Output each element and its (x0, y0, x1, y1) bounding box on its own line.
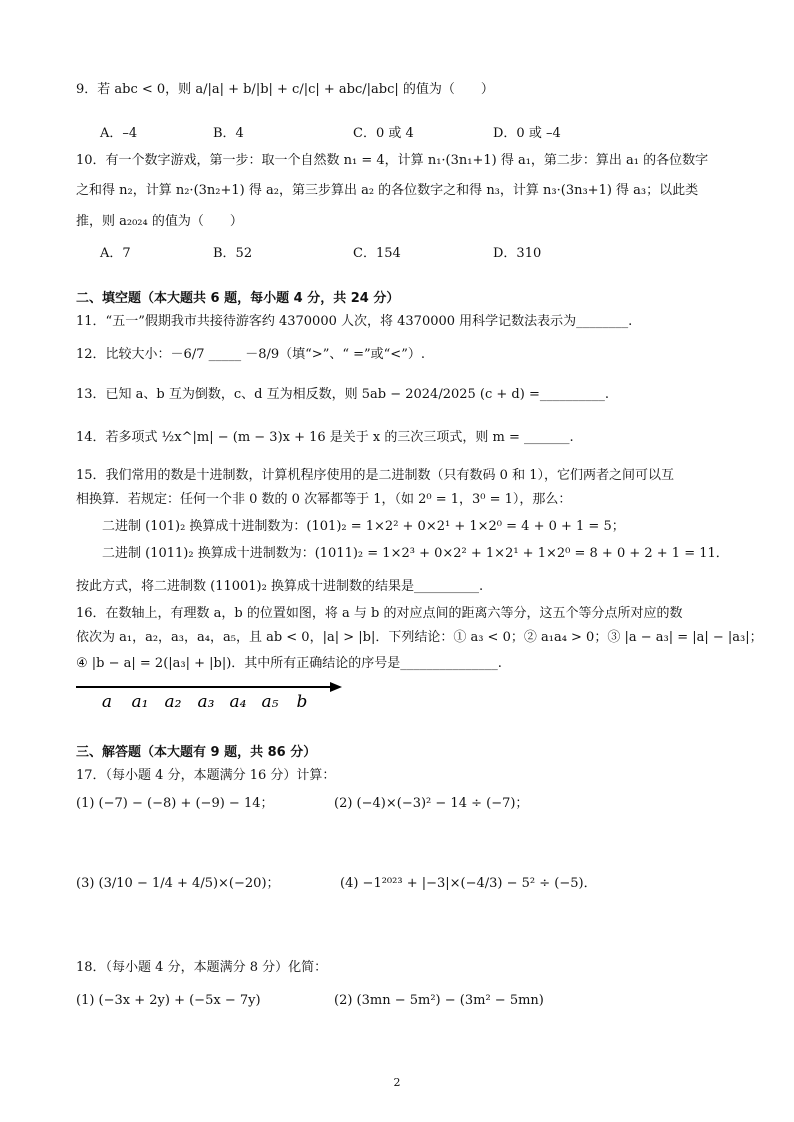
q18-part2: (2) (3mn − 5m²) − (3m² − 5mn) (334, 993, 544, 1008)
q17-part1: (1) (−7) − (−8) + (−9) − 14； (76, 796, 274, 811)
q16-line1: 16．在数轴上，有理数 a，b 的位置如图，将 a 与 b 的对应点间的距离六等分，这五个等分点所对应的数 (76, 606, 683, 621)
q10-option-d: D．310 (493, 246, 542, 261)
q9-option-c: C．0 或 4 (353, 126, 414, 141)
axis-label-a3: a₃ (197, 692, 215, 712)
q10-line2: 之和得 n₂，计算 n₂·(3n₂+1) 得 a₂，第三步算出 a₂ 的各位数字之和得 n₃，计算 n₃·(3n₃+1) 得 a₃；以此类 (76, 183, 699, 198)
axis-label-a1: a₁ (131, 692, 149, 712)
q10-line3: 推，则 a₂₀₂₄ 的值为（ ） (76, 214, 243, 229)
q17-part2: (2) (−4)×(−3)² − 14 ÷ (−7)； (334, 796, 529, 811)
q10-option-c: C．154 (353, 246, 401, 261)
question-13: 13．已知 a、b 互为倒数，c、d 互为相反数，则 5ab − 2024/2025 (c + d) =__________. (76, 387, 609, 402)
q15-line5: 按此方式，将二进制数 (11001)₂ 换算成十进制数的结果是__________. (76, 579, 484, 594)
number-line (76, 676, 356, 716)
axis-label-a5: a₅ (261, 692, 279, 712)
q17-stem: 17．（每小题 4 分，本题满分 16 分）计算： (76, 768, 336, 783)
question-12: 12．比较大小：－6/7 _____ －8/9（填“>”、“ =”或“<”）. (76, 347, 425, 362)
section-3-title: 三、解答题（本大题有 9 题，共 86 分） (76, 745, 317, 760)
q10-options (100, 242, 700, 262)
q9-option-b: B．4 (213, 126, 244, 141)
q18-part1: (1) (−3x + 2y) + (−5x − 7y) (76, 993, 261, 1008)
q9-option-d: D．0 或 –4 (493, 126, 561, 141)
q15-line4: 二进制 (1011)₂ 换算成十进制数为：(1011)₂ = 1×2³ + 0×2² + 1×2¹ + 1×2⁰ = 8 + 0 + 2 + 1 = 11． (102, 546, 729, 561)
q16-line3: ④ |b − a| = 2(|a₃| + |b|)．其中所有正确结论的序号是_______________. (76, 656, 502, 671)
q17-part4: (4) −1²⁰²³ + |−3|×(−4/3) − 5² ÷ (−5)． (340, 876, 597, 891)
q9-option-a: A．–4 (100, 126, 138, 141)
axis-label-a: a (101, 692, 113, 712)
axis-label-a2: a₂ (164, 692, 182, 712)
section-2-title: 二、填空题（本大题共 6 题，每小题 4 分，共 24 分） (76, 291, 400, 306)
q17-part3: (3) (3/10 − 1/4 + 4/5)×(−20)； (76, 876, 280, 891)
page-number: 2 (393, 1076, 401, 1089)
q10-option-a: A．7 (100, 246, 131, 261)
question-11: 11．“五一”假期我市共接待游客约 4370000 人次，将 4370000 用科学记数法表示为________. (76, 314, 633, 329)
arrow-right-icon (330, 682, 342, 692)
q15-line2: 相换算．若规定：任何一个非 0 数的 0 次幂都等于 1，（如 2⁰ = 1，3⁰ = 1），那么： (76, 492, 572, 507)
q15-line1: 15．我们常用的数是十进制数，计算机程序使用的是二进制数（只有数码 0 和 1），它们两者之间可以互 (76, 468, 674, 483)
axis-label-a4: a₄ (229, 692, 247, 712)
axis-label-b: b (296, 692, 308, 712)
q9-stem: 9．若 abc < 0，则 a/|a| + b/|b| + c/|c| + abc/|abc| 的值为（ ） (76, 82, 494, 97)
q16-line2: 依次为 a₁，a₂，a₃，a₄，a₅，且 ab < 0，|a| > |b|．下列结论：① a₃ < 0；② a₁a₄ > 0；③ |a − a₃| = |a| − |a₃|； (76, 630, 763, 645)
question-14: 14．若多项式 ½x^|m| − (m − 3)x + 16 是关于 x 的三次三项式，则 m = _______. (76, 430, 574, 445)
q15-line3: 二进制 (101)₂ 换算成十进制数为：(101)₂ = 1×2² + 0×2¹ + 1×2⁰ = 4 + 0 + 1 = 5； (102, 519, 625, 534)
number-line-figure (76, 676, 356, 716)
q18-stem: 18．（每小题 4 分，本题满分 8 分）化简： (76, 960, 328, 975)
q10-option-b: B．52 (213, 246, 253, 261)
q9-options (100, 122, 700, 142)
q10-line1: 10．有一个数字游戏，第一步：取一个自然数 n₁ = 4，计算 n₁·(3n₁+1) 得 a₁，第二步：算出 a₁ 的各位数字 (76, 153, 709, 168)
